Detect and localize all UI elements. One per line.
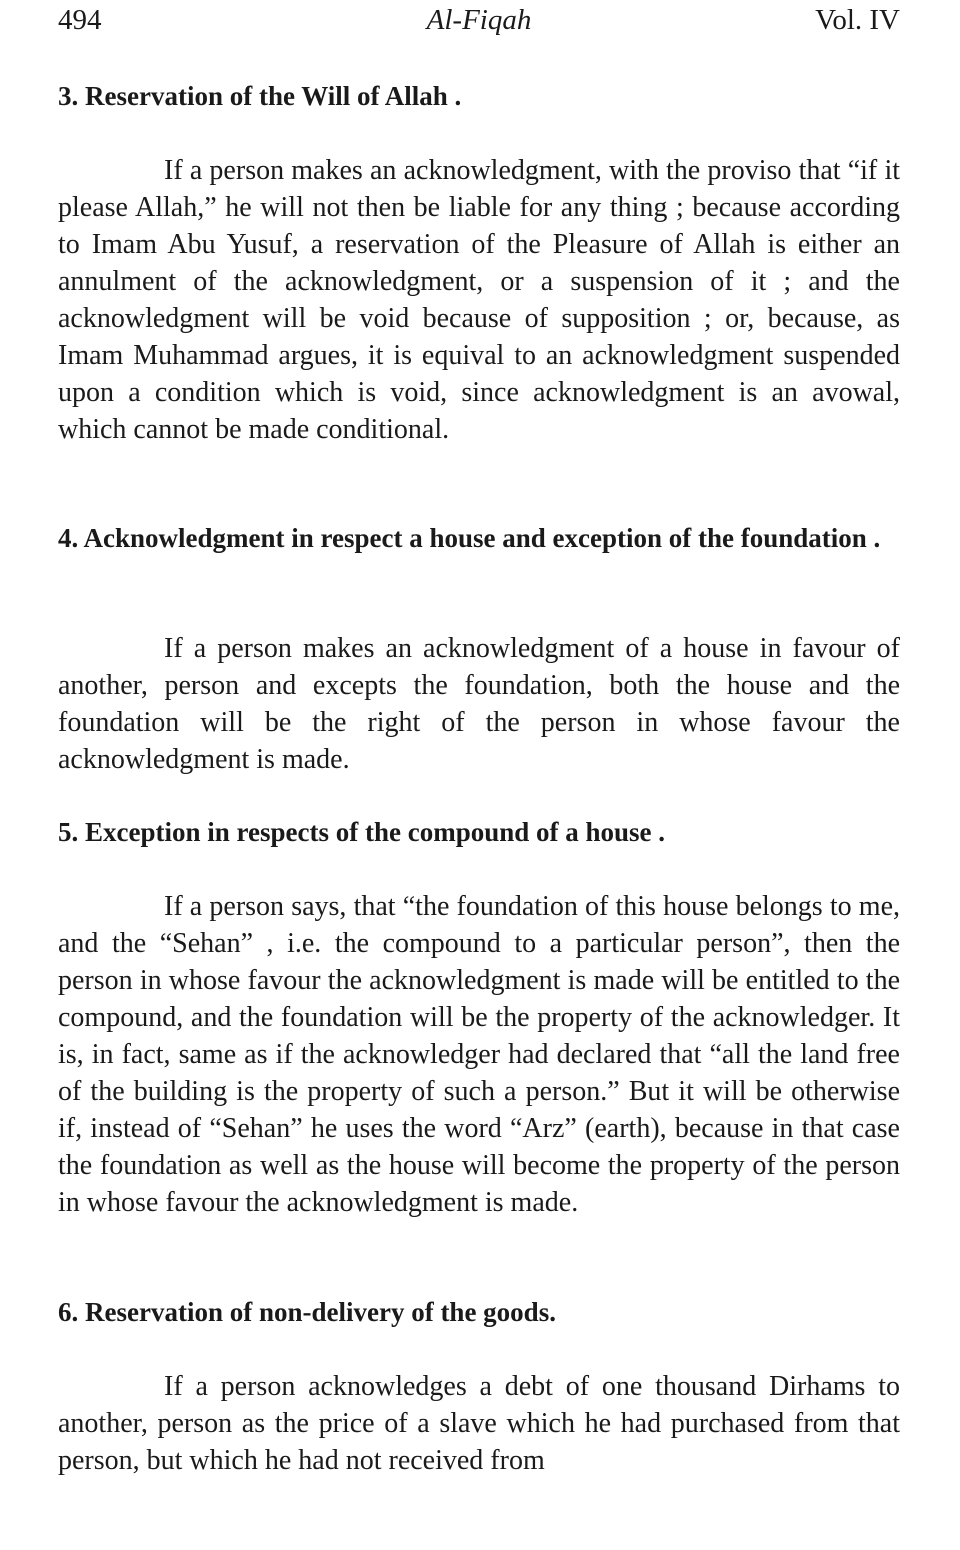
section-paragraph-5: If a person says, that “the foundation of this house belongs to me, and the “Sehan” , i.e. the compound to a particular person”, then the person in whose favour the acknowledgment is made will be entitled to the compound, and the foundation will be the property of the acknowledger. It is, in fact, same as if the acknowledger had declared that “all the land free of the building is the property of such a person.” But it will be otherwise if, instead of “Sehan” he uses the word “Arz” (earth), because in that case the foundation as well as the house will become the property of the person in whose favour the acknowledgment is made. (58, 891, 900, 1218)
section-paragraph-3: If a person makes an acknowledgment, with the proviso that “if it please Allah,” he will not then be liable for any thing ; because according to Imam Abu Yusuf, a reservation of the Pleasure of Allah is either an annulment of the acknowledgment, or a suspension of it ; and the acknowledgment will be void because of supposition ; or, because, as Imam Muhammad argues, it is equival to an acknowledgment suspended upon a condition which is void, since acknowledgment is an avowal, which cannot be made conditional. (58, 155, 900, 445)
section-heading-5: 5. Exception in respects of the compound of a house . (58, 817, 666, 847)
section-paragraph-4: If a person makes an acknowledgment of a house in favour of another, person and excepts the foundation, both the house and the foundation will be the right of the person in whose favour the acknowledgment is made. (58, 633, 900, 775)
section-heading-4: 4. Acknowledgment in respect a house and exception of the foundation . (58, 523, 881, 553)
book-title: Al-Fiqah (426, 4, 532, 36)
section-heading-3: 3. Reservation of the Will of Allah . (58, 81, 462, 111)
page-number: 494 (58, 4, 102, 36)
volume-label: Vol. IV (815, 4, 900, 36)
running-header (58, 4, 900, 44)
section-heading-6: 6. Reservation of non-delivery of the goods. (58, 1297, 556, 1327)
section-paragraph-6: If a person acknowledges a debt of one thousand Dirhams to another, person as the price of a slave which he had purchased from that person, but which he had not received from (58, 1371, 900, 1476)
